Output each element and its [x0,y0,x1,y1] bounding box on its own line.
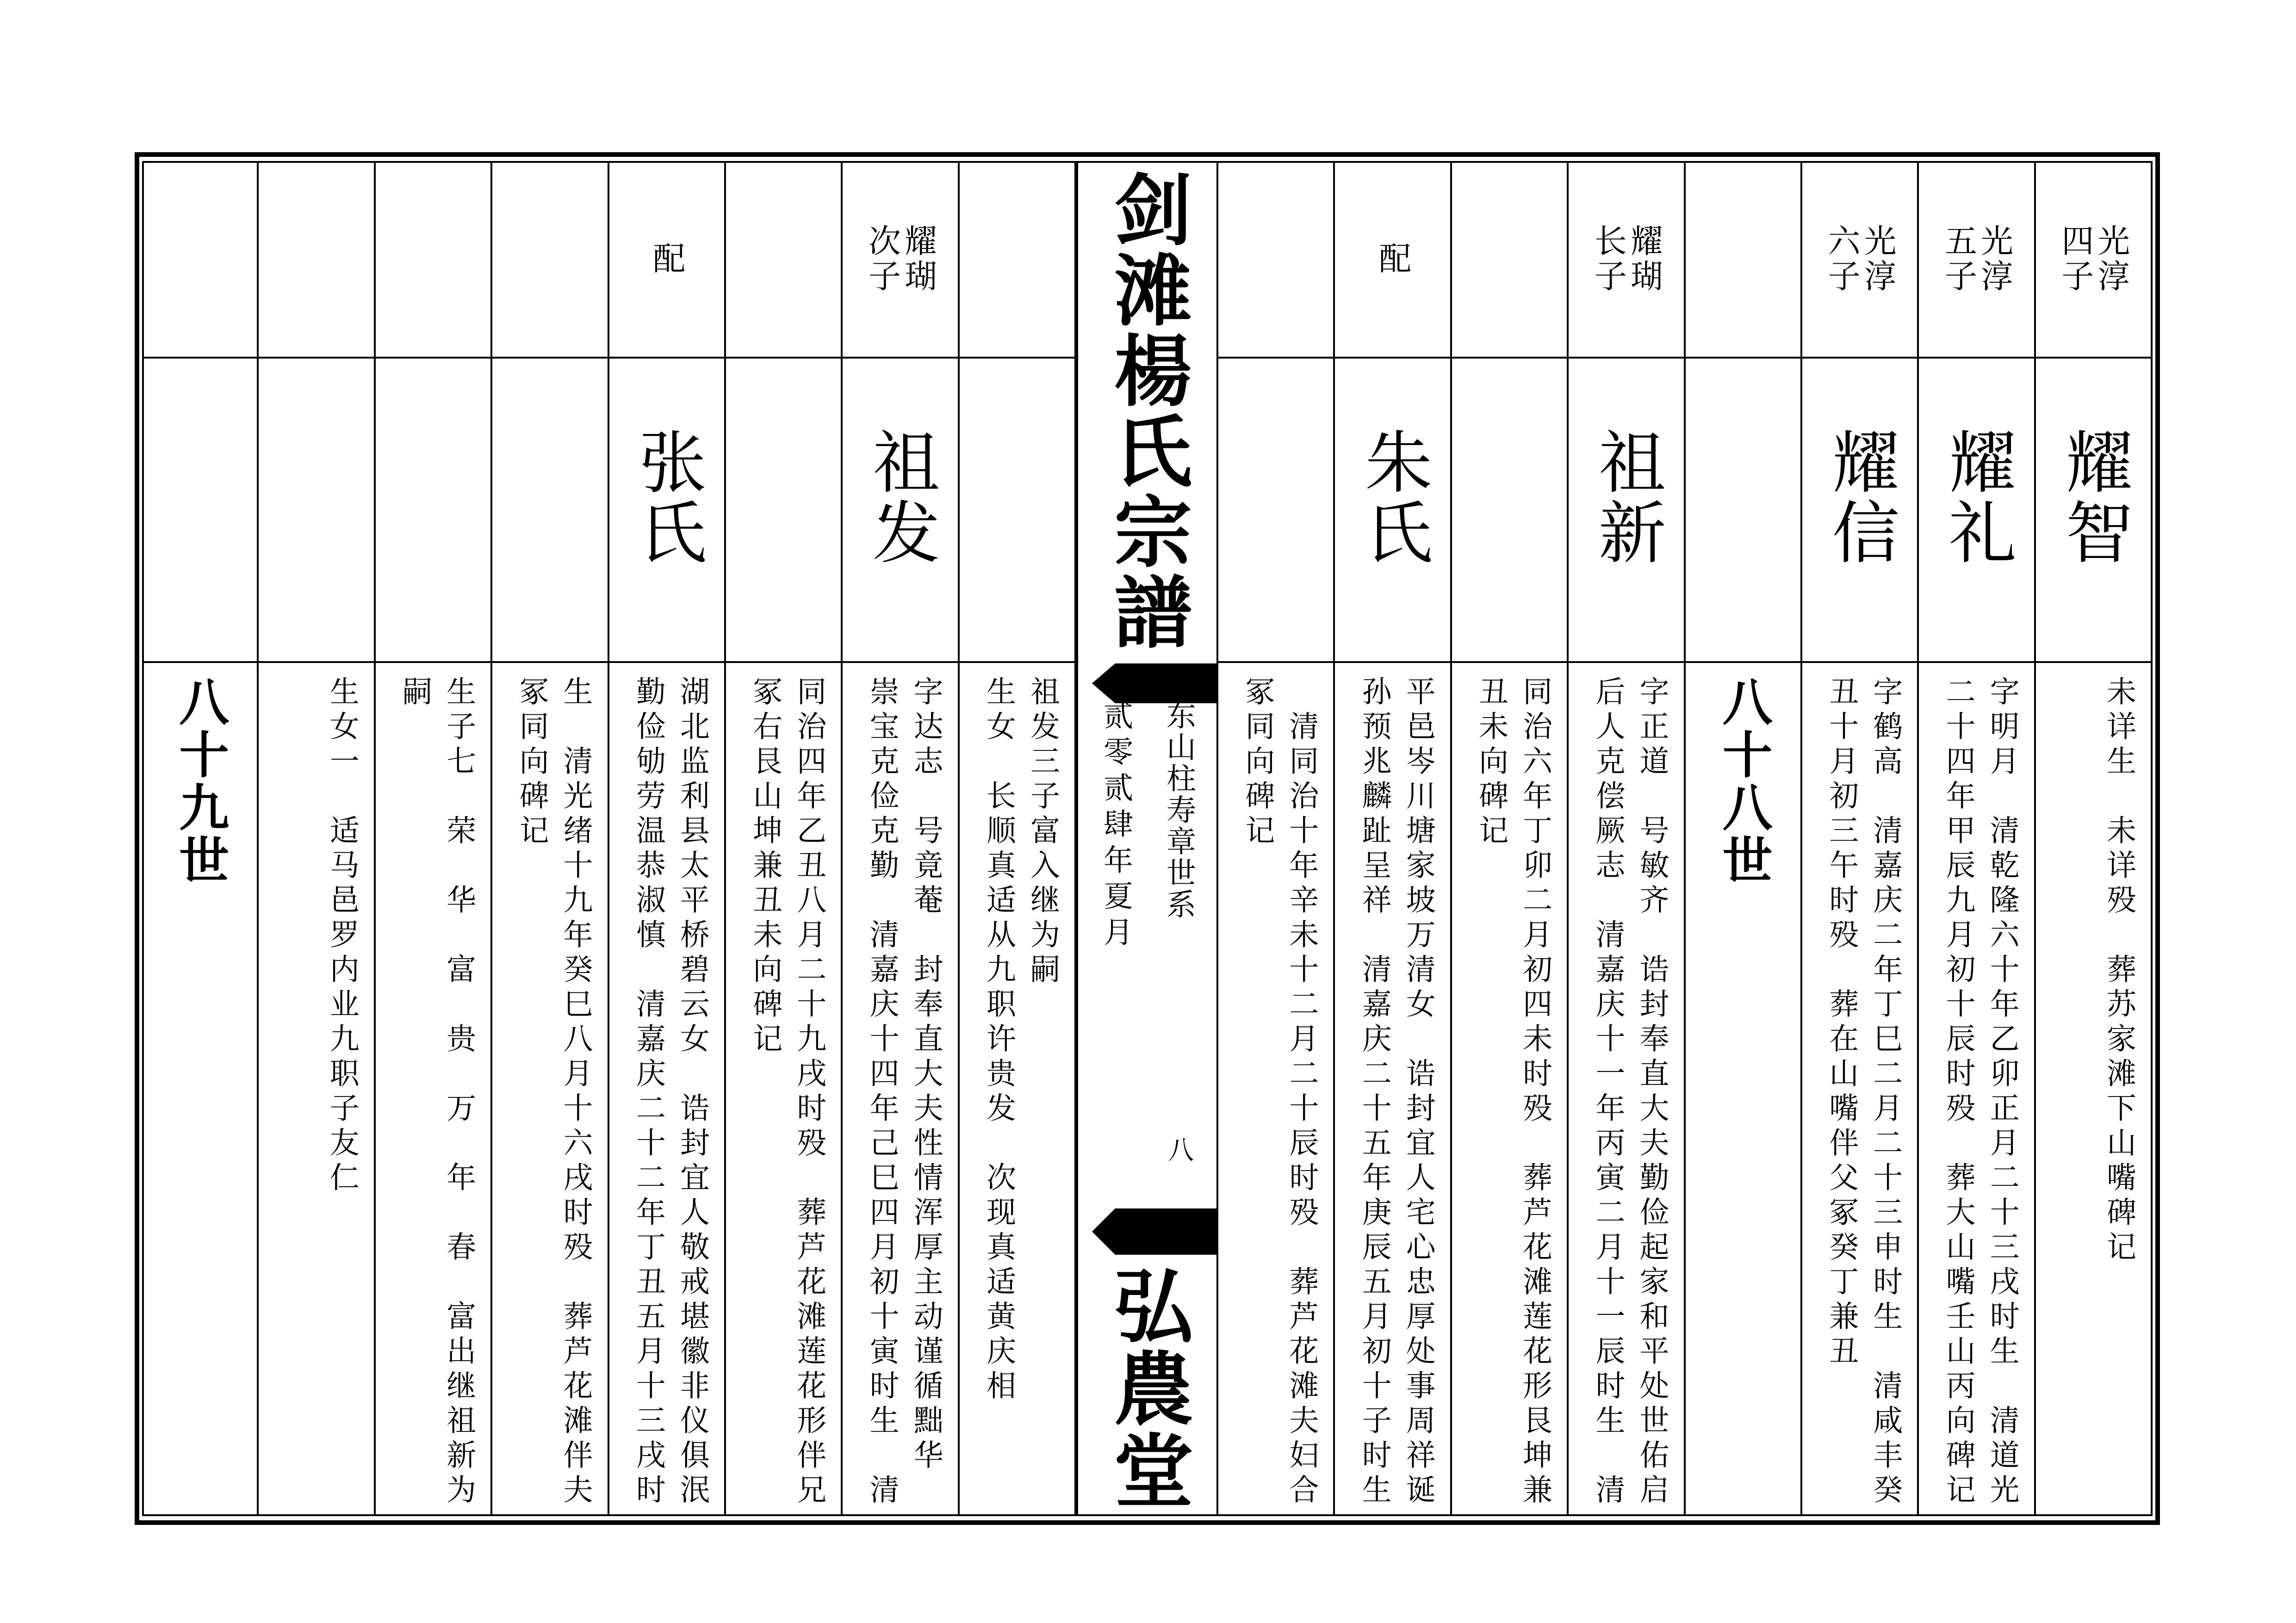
fish-tail-mark [1078,1208,1216,1255]
record-line: 同治六年丁卯二月初四未时殁 葬芦花滩莲花形艮坤兼 [1518,676,1552,1509]
relation-cell [1686,161,1802,359]
relation-label: 配 [647,241,686,277]
relation-cell [1218,161,1335,359]
relation-cell [259,161,375,359]
record-line: 生女 长顺真适从九职许贵发 次现真适黄庆相 [981,676,1016,1405]
column [843,161,959,1516]
record-cell [843,663,959,1516]
page-number: 八 [1164,1136,1194,1162]
record-line: 字鹤高 清嘉庆二年丁巳二月二十三申时生 清咸丰癸 [1868,676,1903,1509]
name-cell [960,359,1076,663]
column [1452,161,1569,1516]
column [726,161,843,1516]
edition-date: 贰零贰肆年夏月 [1098,700,1133,953]
record-line: 后人克偿厥志 清嘉庆十一年丙寅二月十一辰时生 清 [1590,676,1625,1509]
lineage-label: 东山柱寿章世系 [1161,700,1196,920]
relation-cell [1452,161,1569,359]
record-line: 丑未向碑记 [1474,676,1508,849]
name-cell [609,359,726,663]
person-name: 祖发 [861,427,940,568]
record-line: 生子七 荣 华 富 贵 万 年 春 富出继祖新为 [441,676,476,1509]
record-line: 二十四年甲辰九月初十辰时殁 葬大山嘴壬山丙向碑记 [1941,676,1975,1509]
person-name: 祖新 [1587,427,1666,568]
record-line: 字正道 号敏齐 诰封奉直大夫勤俭起家和平处世佑启 [1634,676,1669,1509]
name-cell [1335,359,1452,663]
record-line: 平邑岑川塘家坡万清女 诰封宜人宅心忠厚处事周祥诞 [1401,676,1435,1509]
record-cell [1802,663,1919,1516]
record-cell [2036,663,2153,1516]
column [1919,161,2035,1516]
name-cell [1218,359,1335,663]
relation-cell [492,161,609,359]
relation-cell [843,161,959,359]
name-cell [843,359,959,663]
person-name: 耀信 [1820,427,1899,568]
relation-cell [1919,161,2035,359]
record-line: 冢右艮山坤兼丑未向碑记 [748,676,782,1058]
record-line: 生 清光绪十九年癸巳八月十六戌时殁 葬芦花滩伴夫 [558,676,593,1509]
relation-label: 耀瑚次子 [863,223,937,294]
column [2036,161,2153,1516]
name-cell [259,359,375,663]
column [376,161,492,1516]
generation-label: 八十八世 [1714,676,1773,887]
relation-cell [1335,161,1452,359]
name-cell [2036,359,2153,663]
relation-cell [376,161,492,359]
record-line: 字达志 号竟菴 封奉直大夫性情浑厚主动谨循黜华 [908,676,943,1474]
right-page [1218,161,2153,1516]
record-cell [609,663,726,1516]
record-cell [1686,663,1802,1516]
hall-name: 弘農堂 [1100,1265,1195,1512]
name-cell [142,359,259,663]
record-line: 未详生 未详殁 葬苏家滩下山嘴碑记 [2102,676,2136,1266]
record-line: 冢同向碑记 [1240,676,1275,849]
column [1686,161,1802,1516]
record-cell [1335,663,1452,1516]
generation-label: 八十九世 [170,676,229,887]
record-cell [726,663,843,1516]
record-line: 崇宝克俭克勤 清嘉庆十四年己巳四月初十寅时生 清 [864,676,899,1509]
left-page [142,161,1076,1516]
fish-tail-mark [1078,663,1216,703]
column [142,161,259,1516]
name-cell [492,359,609,663]
name-cell [376,359,492,663]
relation-label: 光淳六子 [1823,223,1897,294]
column [609,161,726,1516]
record-cell [1452,663,1569,1516]
relation-label: 耀瑚长子 [1589,223,1663,294]
relation-cell [142,161,259,359]
book-title: 剑滩楊氏宗譜 [1101,169,1193,652]
record-line: 孙预兆麟趾呈祥 清嘉庆二十五年庚辰五月初十子时生 [1357,676,1391,1509]
name-cell [1569,359,1685,663]
column [1569,161,1685,1516]
person-name: 张氏 [627,427,706,568]
name-cell [1452,359,1569,663]
column [1335,161,1452,1516]
name-cell [1686,359,1802,663]
record-cell [960,663,1076,1516]
column [1218,161,1335,1516]
record-line: 冢同向碑记 [514,676,549,849]
relation-cell [726,161,843,359]
column [960,161,1076,1516]
spine [1076,161,1218,1516]
person-name: 耀智 [2054,427,2133,568]
name-cell [1919,359,2035,663]
record-line: 湖北监利县太平桥碧云女 诰封宜人敬戒堪徽非仪俱泯 [675,676,709,1509]
record-cell [142,663,259,1516]
record-cell [259,663,375,1516]
name-cell [726,359,843,663]
column [492,161,609,1516]
person-name: 朱氏 [1353,427,1432,568]
relation-label: 光淳五子 [1939,223,2014,294]
record-cell [376,663,492,1516]
record-line: 丑十月初三午时殁 葬在山嘴伴父冢癸丁兼丑 [1824,676,1859,1370]
record-cell [1569,663,1685,1516]
column [1802,161,1919,1516]
relation-cell [609,161,726,359]
record-line: 嗣 [397,676,432,711]
name-cell [1802,359,1919,663]
record-line: 清同治十年辛未十二月二十辰时殁 葬芦花滩夫妇合 [1284,676,1319,1509]
record-cell [492,663,609,1516]
relation-cell [1569,161,1685,359]
person-name: 耀礼 [1937,427,2016,568]
record-line: 同治四年乙丑八月二十九戌时殁 葬芦花滩莲花形伴兄 [792,676,826,1509]
relation-cell [960,161,1076,359]
record-line: 生女一 适马邑罗内业九职子友仁 [324,676,359,1196]
record-line: 勤俭劬劳温恭淑慎 清嘉庆二十二年丁丑五月十三戌时 [631,676,665,1509]
column [259,161,375,1516]
relation-label: 配 [1373,241,1412,277]
record-cell [1919,663,2035,1516]
relation-cell [1802,161,1919,359]
relation-cell [2036,161,2153,359]
record-line: 祖发三子富入继为嗣 [1025,676,1060,988]
record-line: 字明月 清乾隆六十年乙卯正月二十三戌时生 清道光 [1985,676,2019,1509]
relation-label: 光淳四子 [2056,223,2130,294]
record-cell [1218,663,1335,1516]
